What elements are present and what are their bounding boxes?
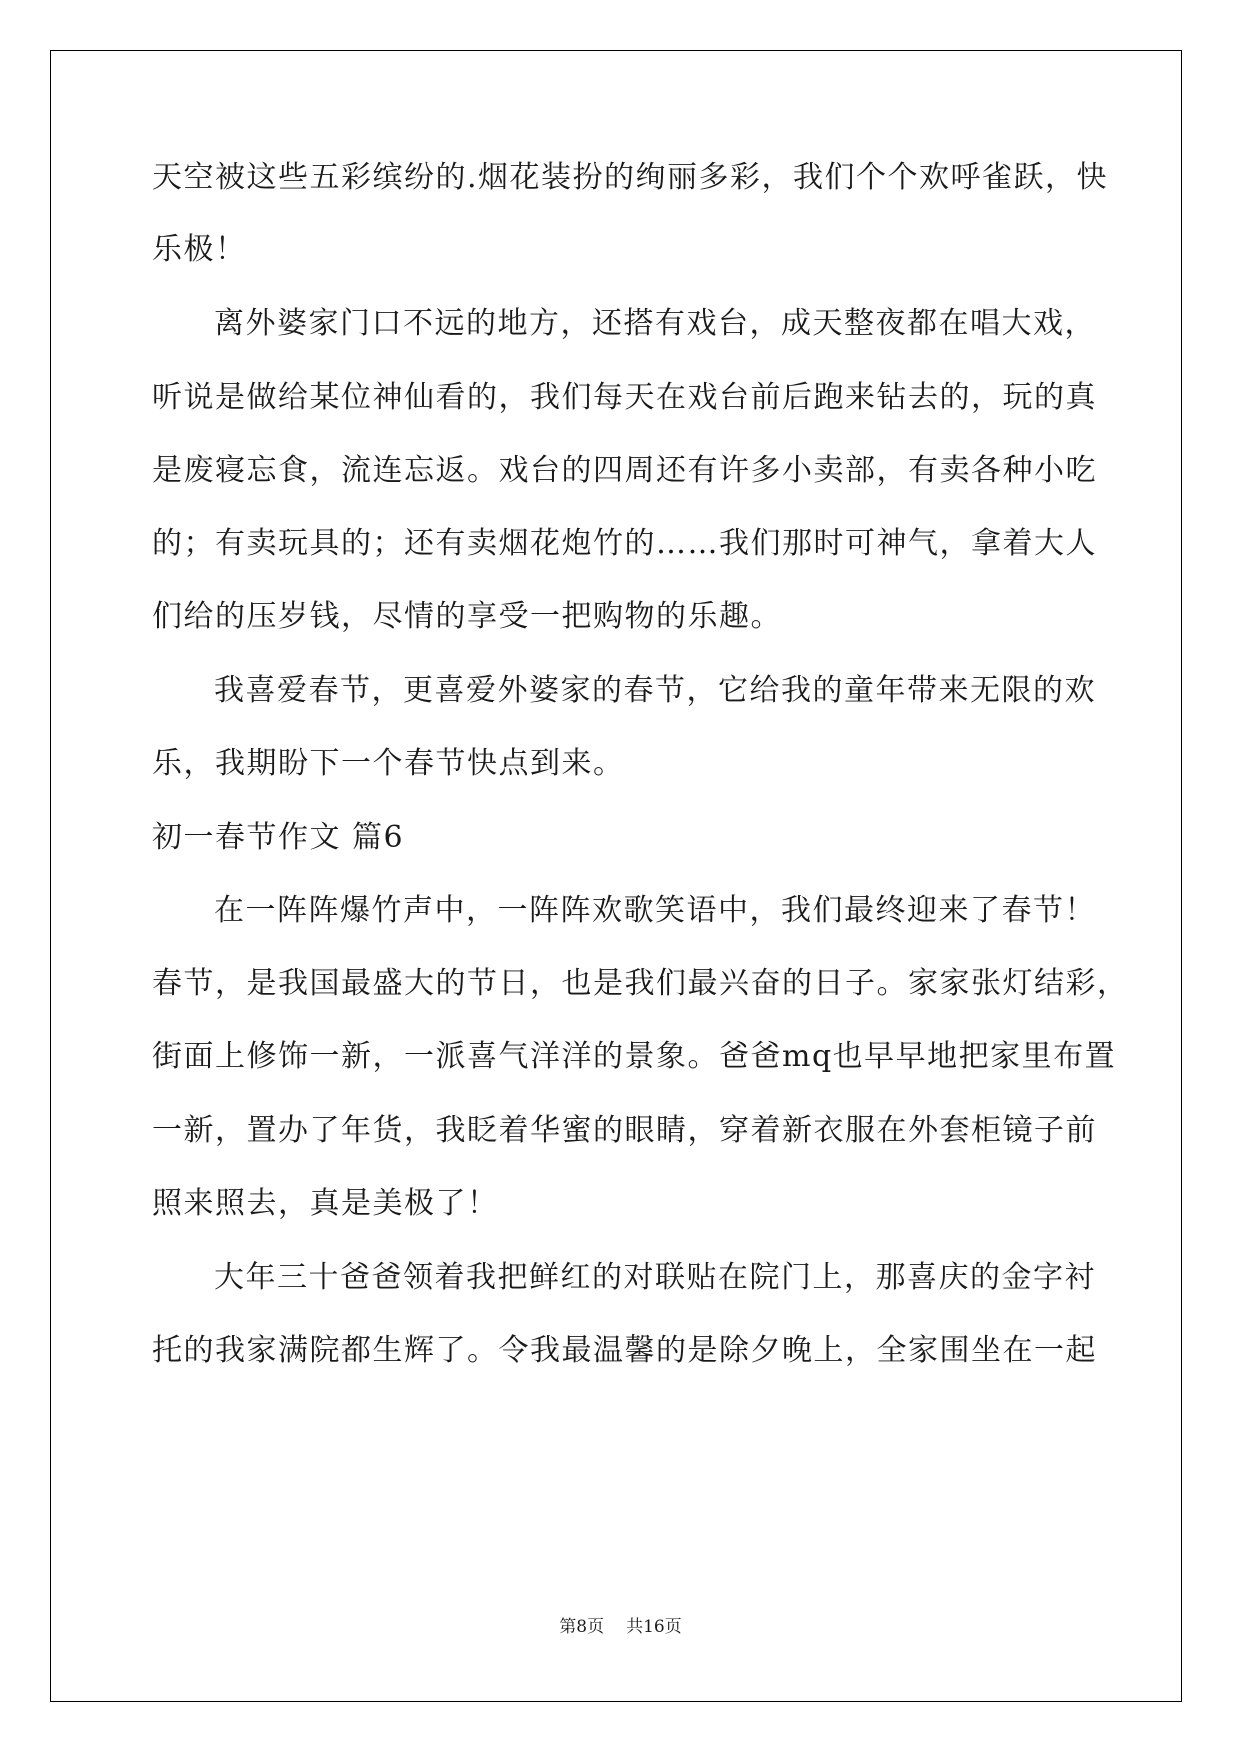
text-line: 托的我家满院都生辉了。令我最温馨的是除夕晚上，全家围坐在一起 [152,1333,1097,1368]
page-border [50,50,1182,1702]
page-footer [0,1616,1241,1638]
text-line: 我喜爱春节，更喜爱外婆家的春节，它给我的童年带来无限的欢 [214,673,1096,708]
text-line: 离外婆家门口不远的地方，还搭有戏台，成天整夜都在唱大戏， [214,306,1096,341]
text-line: 乐，我期盼下一个春节快点到来。 [152,746,625,781]
text-line: 是废寝忘食，流连忘返。戏台的四周还有许多小卖部，有卖各种小吃 [152,453,1097,488]
text-line: 街面上修饰一新，一派喜气洋洋的景象。爸爸mq也早早地把家里布置 [152,1039,1117,1074]
text-line: 乐极！ [152,232,247,267]
text-line: 照来照去，真是美极了！ [152,1186,499,1221]
page-number: 第8页 [559,1617,605,1637]
text-line: 一新，置办了年货，我眨着华蜜的眼睛，穿着新衣服在外套柜镜子前 [152,1113,1097,1148]
page-total: 共16页 [626,1617,682,1637]
text-line: 的；有卖玩具的；还有卖烟花炮竹的……我们那时可神气，拿着大人 [152,526,1097,561]
text-line: 大年三十爸爸领着我把鲜红的对联贴在院门上，那喜庆的金字衬 [214,1260,1096,1295]
text-line: 们给的压岁钱，尽情的享受一把购物的乐趣。 [152,599,782,634]
text-line: 在一阵阵爆竹声中，一阵阵欢歌笑语中，我们最终迎来了春节！ [214,893,1096,928]
text-line: 春节，是我国最盛大的节日，也是我们最兴奋的日子。家家张灯结彩， [152,966,1129,1001]
text-line: 天空被这些五彩缤纷的.烟花装扮的绚丽多彩，我们个个欢呼雀跃，快 [152,160,1109,195]
text-line: 听说是做给某位神仙看的，我们每天在戏台前后跑来钻去的，玩的真 [152,380,1097,415]
section-heading: 初一春节作文 篇6 [152,820,405,855]
